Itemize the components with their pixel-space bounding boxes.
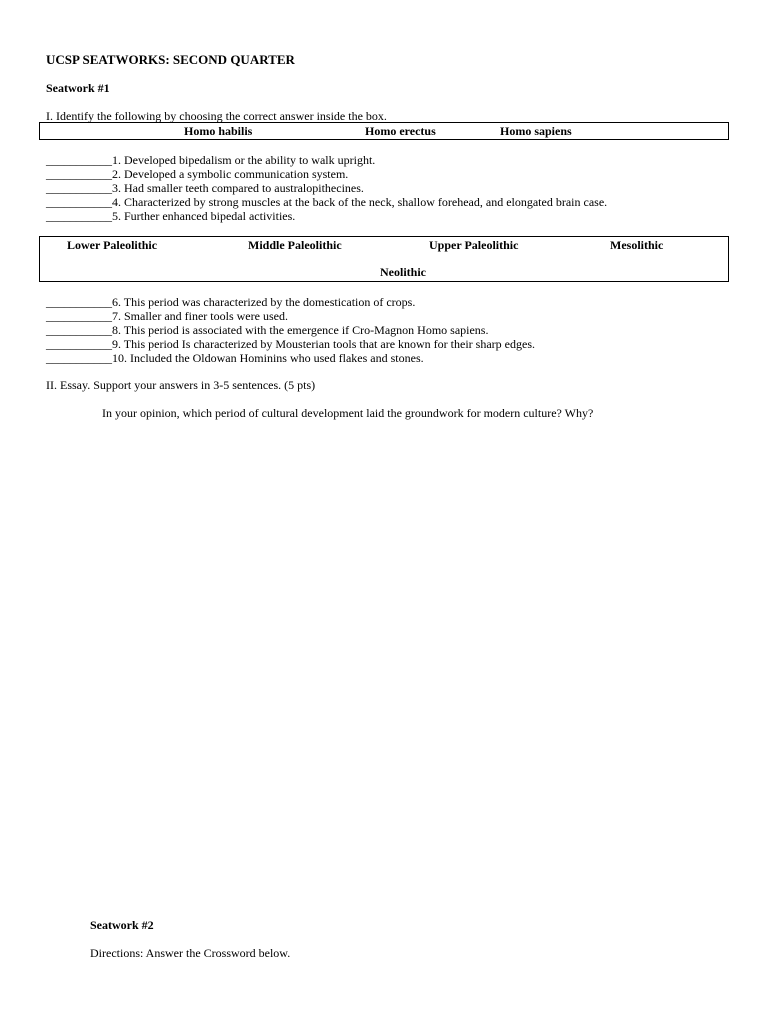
choices-box-periods xyxy=(39,236,729,282)
choice-upper-paleolithic: Upper Paleolithic xyxy=(429,238,519,252)
part2-instruction: II. Essay. Support your answers in 3-5 sentences. (5 pts) xyxy=(46,378,316,392)
question-item-8: ___________8. This period is associated with the emergence if Cro-Magnon Homo sapiens. xyxy=(46,323,489,337)
choice-homo-sapiens: Homo sapiens xyxy=(500,124,572,138)
choices-box-hominins xyxy=(39,122,729,140)
choice-neolithic: Neolithic xyxy=(380,265,426,279)
question-item-7: ___________7. Smaller and finer tools were used. xyxy=(46,309,288,323)
question-item-3: ___________3. Had smaller teeth compared to australopithecines. xyxy=(46,181,364,195)
question-item-5: ___________5. Further enhanced bipedal activities. xyxy=(46,209,296,223)
seatwork2-directions: Directions: Answer the Crossword below. xyxy=(90,946,291,960)
part1-instruction: I. Identify the following by choosing the correct answer inside the box. xyxy=(46,109,387,123)
question-item-4: ___________4. Characterized by strong muscles at the back of the neck, shallow forehead, and elongated brain case. xyxy=(46,195,608,209)
choice-lower-paleolithic: Lower Paleolithic xyxy=(67,238,158,252)
choice-homo-habilis: Homo habilis xyxy=(184,124,253,138)
question-item-2: ___________2. Developed a symbolic communication system. xyxy=(46,167,349,181)
question-item-6: ___________6. This period was characterized by the domestication of crops. xyxy=(46,295,416,309)
choice-middle-paleolithic: Middle Paleolithic xyxy=(248,238,342,252)
seatwork2-heading: Seatwork #2 xyxy=(90,918,154,932)
question-item-9: ___________9. This period Is characterized by Mousterian tools that are known for their sharp edges. xyxy=(46,337,535,351)
question-item-10: ___________10. Included the Oldowan Hominins who used flakes and stones. xyxy=(46,351,424,365)
question-item-1: ___________1. Developed bipedalism or the ability to walk upright. xyxy=(46,153,376,167)
seatwork1-heading: Seatwork #1 xyxy=(46,81,110,95)
essay-question: In your opinion, which period of cultural development laid the groundwork for modern culture? Why? xyxy=(102,406,594,420)
choice-mesolithic: Mesolithic xyxy=(610,238,664,252)
choice-homo-erectus: Homo erectus xyxy=(365,124,436,138)
document-title: UCSP SEATWORKS: SECOND QUARTER xyxy=(46,52,295,67)
